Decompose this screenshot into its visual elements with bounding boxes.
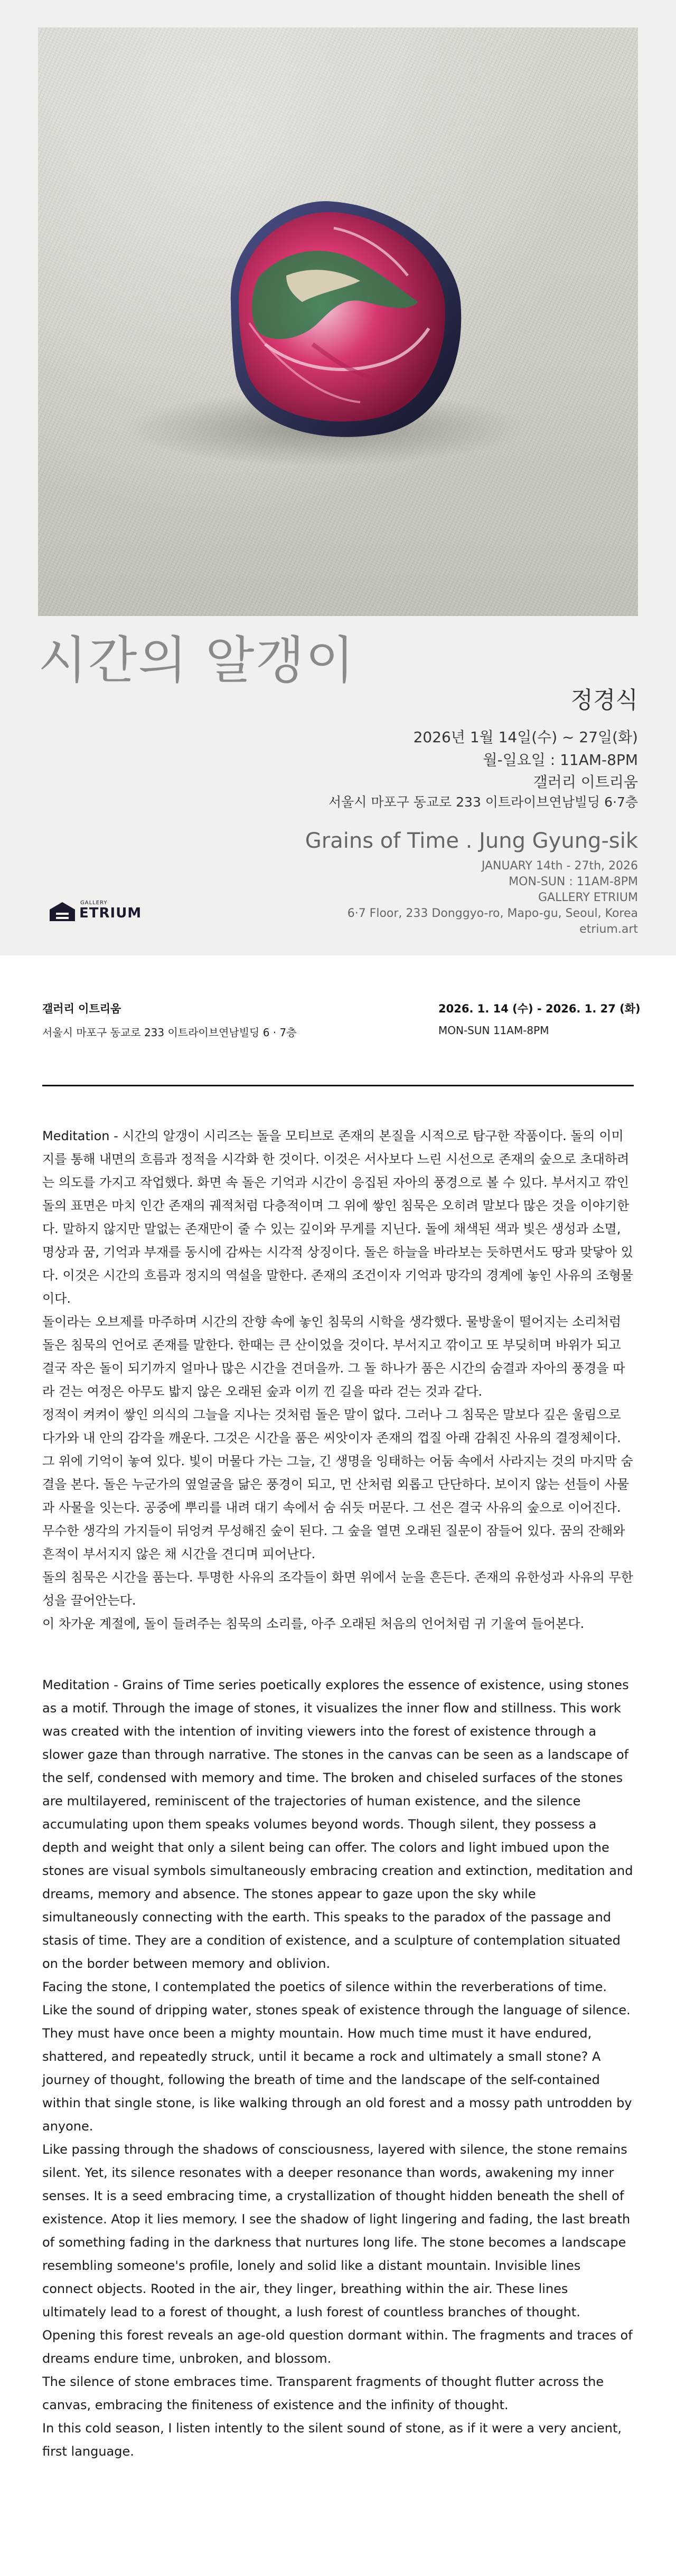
description-ko-paragraph: 정적이 켜켜이 쌓인 의식의 그늘을 지나는 것처럼 돌은 말이 없다. 그러나 그 침묵은 말보다 깊은 울림으로 다가와 내 안의 감각을 깨운다. 그것은 시간을 품은 씨앗이자 존재의 껍질 아래 감춰진 사유의 결정체이다. 그 위에 기억이 놓여 있다. 빛이 머물다 가는 그늘, 긴 생명을 잉태하는 어둠 속에서 사라지는 것의 마지막 숨결을 본다. 돌은 누군가의 옆얼굴을 닮은 풍경이 되고, 먼 산처럼 외롭고 단단하다. 보이지 않는 선들이 사물과 사물을 잇는다. 공중에 뿌리를 내려 대기 속에서 숨 쉬듯 머문다. 그 선은 결국 사유의 숲으로 이어진다. 무수한 생각의 가지들이 뒤엉켜 무성해진 숲이 된다. 그 숲을 열면 오래된 질문이 잠들어 있다. 꿈의 잔해와 흔적이 부서지지 않은 채 시간을 견디며 피어난다. <box>42 1407 633 1561</box>
description-korean <box>42 1124 634 1635</box>
description-ko-paragraph: 돌의 침묵은 시간을 품는다. 투명한 사유의 조각들이 화면 위에서 눈을 흔든다. 존재의 유한성과 사유의 무한성을 끌어안는다. <box>42 1570 633 1608</box>
section-divider <box>42 1085 634 1086</box>
description-ko-paragraph: 돌이라는 오브제를 마주하며 시간의 잔향 속에 놓인 침묵의 시학을 생각했다. 물방울이 떨어지는 소리처럼 돌은 침묵의 언어로 존재를 말한다. 한때는 큰 산이었을 것이다. 부서지고 깎이고 또 부딪히며 바위가 되고 결국 작은 돌이 되기까지 얼마나 많은 시간을 견뎌을까. 그 돌 하나가 품은 시간의 숨결과 자아의 풍경을 따라 걷는 여정은 아무도 밟지 않은 오래된 숲과 이끼 낀 길을 따라 걷는 것과 같다. <box>42 1314 625 1399</box>
artist-name-ko: 정경식 <box>570 687 638 714</box>
gallery-website[interactable]: etrium.art <box>579 923 638 936</box>
description-en-paragraph: Meditation - Grains of Time series poetically explores the essence of existence, using stones as a motif. Through the image of stones, it visualizes the inner flow and stillness. This work was created with the intention of inviting viewers into the forest of existence through a slower gaze than through narrative. The stones in the canvas can be seen as a landscape of the self, condensed with memory and time. The broken and chiseled surfaces of the stones are multilayered, reminiscent of the trajectories of human existence, and the silence accumulating upon them speaks volumes beyond words. Though silent, they possess a depth and weight that only a silent being can offer. The colors and light imbued upon the stones are visual symbols simultaneously embracing creation and extinction, meditation and dreams, memory and absence. The stones appear to gaze upon the sky while simultaneously connecting with the earth. This speaks to the paradox of the passage and stasis of time. They are a condition of existence, and a sculpture of contemplation situated on the border between memory and oblivion. <box>42 1678 633 1971</box>
description-en-paragraph: The silence of stone embraces time. Transparent fragments of thought flutter across the canvas, embracing the finiteness of existence and the infinity of thought. <box>42 2374 604 2412</box>
description-ko-paragraph: Meditation - 시간의 알갱이 시리즈는 돌을 모티브로 존재의 본질을 시적으로 탐구한 작품이다. 돌의 이미지를 통해 내면의 흐름과 정적을 시각화 한 것이다. 이것은 서사보다 느린 시선으로 존재의 숲으로 초대하려는 의도를 가지고 작업했다. 화면 속 돌은 기억과 시간이 응집된 자아의 풍경으로 볼 수 있다. 부서지고 깎인 돌의 표면은 마치 인간 존재의 궤적처럼 다층적이며 그 위에 쌓인 침묵은 오히려 말보다 많은 것을 이야기한다. 말하지 않지만 말없는 존재만이 줄 수 있는 깊이와 무게를 지닌다. 돌에 채색된 색과 빛은 생성과 소멸, 명상과 꿈, 기억과 부재를 동시에 감싸는 시각적 상징이다. 돌은 하늘을 바라보는 듯하면서도 땅과 맞닿아 있다. 이것은 시간의 흐름과 정지의 역설을 말한다. 존재의 조건이자 기억과 망각의 경계에 놓인 사유의 조형물이다. <box>42 1129 633 1306</box>
stone-painting-image <box>38 27 638 616</box>
opening-hours-ko: 월-일요일 : 11AM-8PM <box>483 751 638 769</box>
logo-small-text: GALLERY <box>80 900 108 906</box>
description-en-paragraph: Facing the stone, I contemplated the poetics of silence within the reverberations of time. Like the sound of dripping water, stones speak of existence through the language of silence. They must have once been a mighty mountain. How much time must it have endured, shattered, and repeatedly struck, until it became a rock and ultimately a small stone? A journey of thought, following the breath of time and the landscape of the self-contained within that single stone, is like walking through an old forest and a mossy path untrodden by anyone. <box>42 1980 632 2134</box>
gallery-logo <box>49 895 154 932</box>
exhibition-poster <box>0 0 676 955</box>
logo-wordmark: ETRIUM <box>79 905 142 921</box>
gallery-address-en: 6·7 Floor, 233 Donggyo-ro, Mapo-gu, Seoul, Korea <box>347 907 638 920</box>
info-gallery-name: 갤러리 이트리움 <box>42 1002 121 1015</box>
stone-painting-artwork <box>38 27 638 616</box>
gallery-name-ko: 갤러리 이트리움 <box>533 773 638 791</box>
description-ko-paragraph: 이 차가운 계절에, 돌이 들려주는 침묵의 소리를, 아주 오래된 처음의 언어처럼 귀 기울여 들어본다. <box>42 1616 585 1631</box>
exhibition-info-bar <box>0 955 676 1093</box>
exhibition-date-en: JANUARY 14th - 27th, 2026 <box>481 859 638 873</box>
description-en-paragraph: In this cold season, I listen intently to the silent sound of stone, as if it were a very ancient, first language. <box>42 2421 622 2459</box>
info-gallery-address: 서울시 마포구 동교로 233 이트라이브연남빌딩 6 · 7층 <box>42 1026 297 1039</box>
gallery-building-icon <box>49 901 76 922</box>
gallery-address-ko: 서울시 마포구 동교로 233 이트라이브연남빌딩 6·7층 <box>328 794 638 810</box>
description-en-paragraph: Like passing through the shadows of consciousness, layered with silence, the stone remains silent. Yet, its silence resonates with a deeper resonance than words, awakening my inner senses. It is a seed embracing time, a crystallization of thought hidden beneath the shell of existence. Atop it lies memory. I see the shadow of light lingering and fading, the last breath of something fading in the darkness that nurtures long life. The stone becomes a landscape resembling someone's profile, lonely and solid like a distant mountain. Invisible lines connect objects. Rooted in the air, they linger, breathing within the air. These lines ultimately lead to a forest of thought, a lush forest of countless branches of thought. Opening this forest reveals an age-old question dormant within. The fragments and traces of dreams endure time, unbroken, and blossom. <box>42 2142 633 2366</box>
info-exhibition-date: 2026. 1. 14 (수) - 2026. 1. 27 (화) <box>438 1002 641 1015</box>
exhibition-date-ko: 2026년 1월 14일(수) ~ 27일(화) <box>413 728 638 746</box>
exhibition-title-ko: 시간의 알갱이 <box>38 631 355 690</box>
gallery-name-en: GALLERY ETRIUM <box>538 891 638 904</box>
info-opening-hours: MON-SUN 11AM-8PM <box>438 1024 549 1037</box>
exhibition-title-en: Grains of Time . Jung Gyung-sik <box>305 829 638 853</box>
opening-hours-en: MON-SUN : 11AM-8PM <box>509 875 638 888</box>
description-english <box>42 1673 634 2463</box>
